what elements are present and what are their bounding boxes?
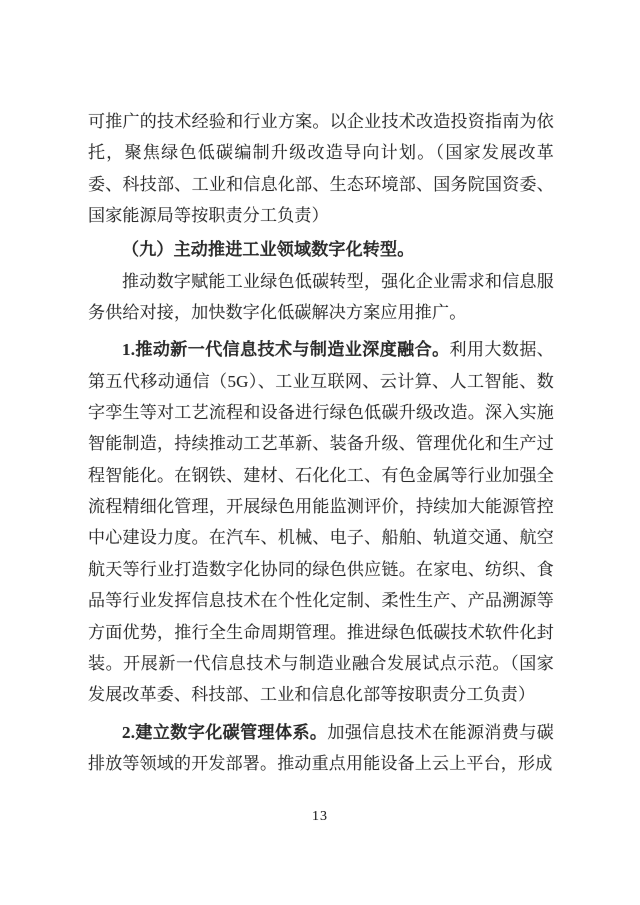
paragraph-2-lead: 2.建立数字化碳管理体系。 (122, 722, 328, 742)
paragraph-numbered-1 (88, 334, 554, 710)
paragraph-2-text: 加强信息技术在能源消费与碳排放等领域的开发部署。推动重点用能设备上云上平台，形成 (88, 722, 554, 773)
paragraph-body: 推动数字赋能工业绿色低碳转型，强化企业需求和信息服务供给对接，加快数字化低碳解决方案应用推广。 (88, 271, 554, 323)
section-heading: （九）主动推进工业领域数字化转型。 (122, 240, 415, 260)
paragraph-numbered-2 (88, 717, 554, 780)
paragraph-continuation: 可推广的技术经验和行业方案。以企业技术改造投资指南为依托，聚焦绿色低碳编制升级改造导向计划。（国家发展改革委、科技部、工业和信息化部、生态环境部、国务院国资委、国家能源局等按职责分工负责） (88, 112, 554, 226)
paragraph-1-lead: 1.推动新一代信息技术与制造业深度融合。 (122, 340, 450, 360)
paragraph-1-text: 利用大数据、第五代移动通信（5G）、工业互联网、云计算、人工智能、数字孪生等对工艺流程和设备进行绿色低碳升级改造。深入实施智能制造，持续推动工艺革新、装备升级、管理优化和生产过程智能化。在钢铁、建材、石化化工、有色金属等行业加强全流程精细化管理，开展绿色用能监测评价，持续加大能源管控中心建设力度。在汽车、机械、电子、船舶、轨道交通、航空航天等行业打造数字化协同的绿色供应链。在家电、纺织、食品等行业发挥信息技术在个性化定制、柔性生产、产品溯源等方面优势，推行全生命周期管理。推进绿色低碳技术软件化封装。开展新一代信息技术与制造业融合发展试点示范。（国家发展改革委、科技部、工业和信息化部等按职责分工负责） (88, 340, 555, 705)
page-number: 13 (312, 809, 328, 824)
document-text-block (88, 106, 554, 779)
